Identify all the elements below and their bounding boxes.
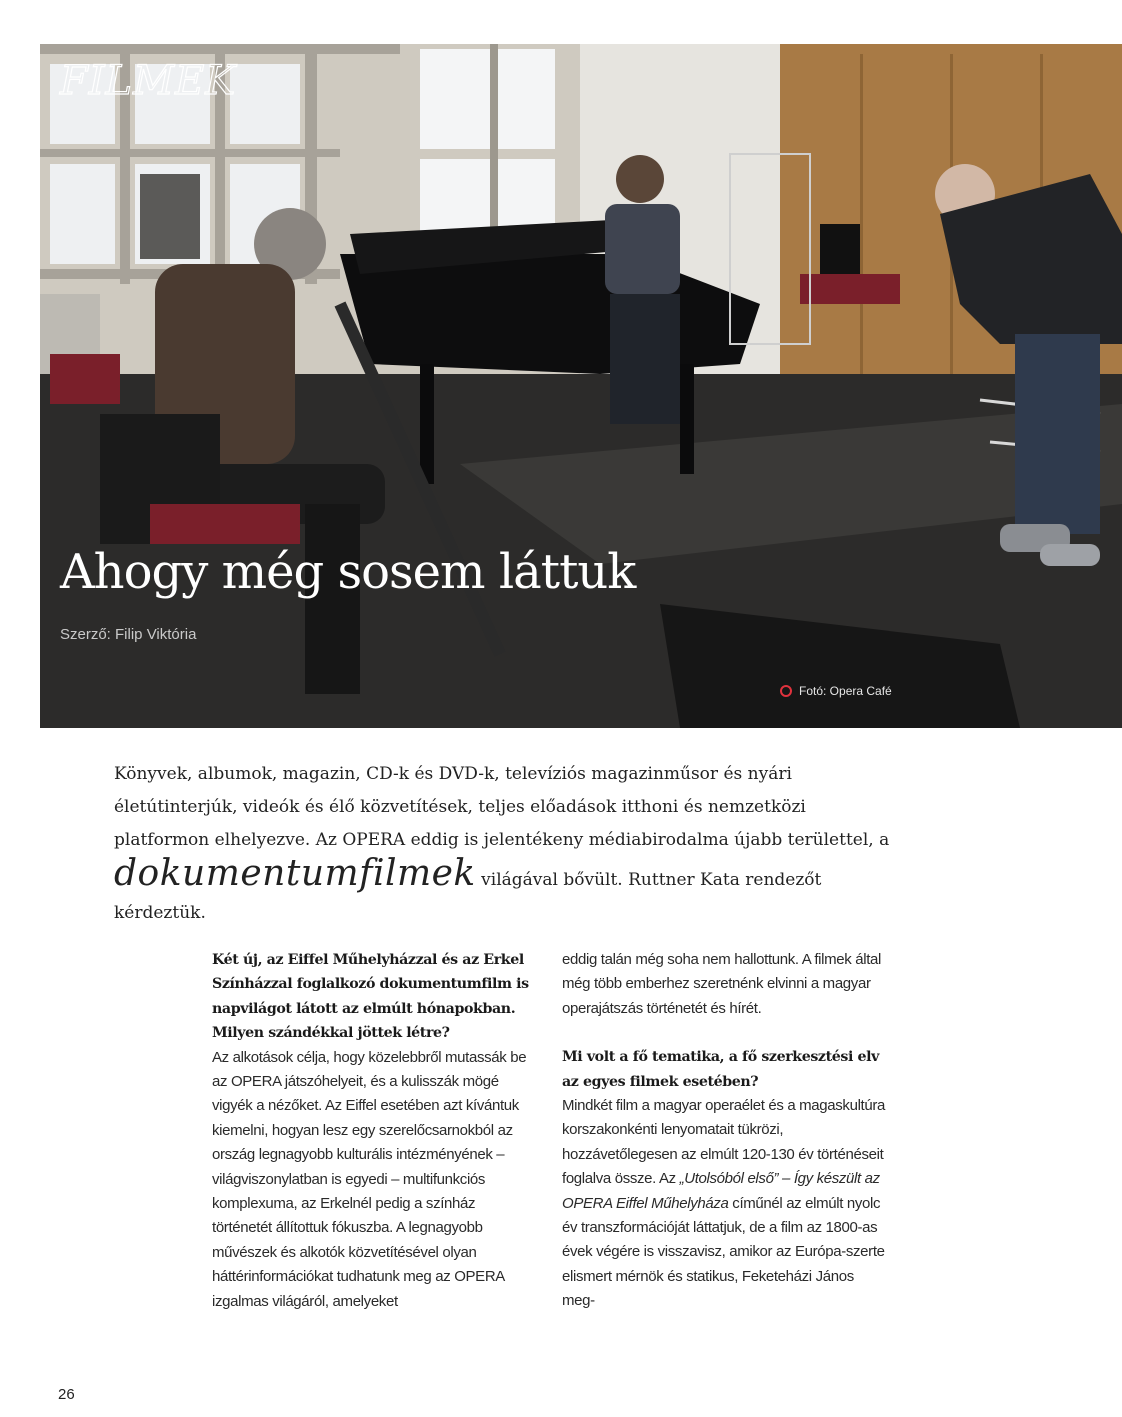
column-right (562, 948, 887, 1314)
lead-paragraph (114, 758, 904, 930)
photo-illustration (40, 44, 1122, 728)
interview-question-2: Mi volt a fő tematika, a fő szerkesztési elv az egyes filmek esetében? (562, 1049, 879, 1090)
answer-2-text-2: címűnél az elmúlt nyolc év transzformációját láttatjuk, de a film az 1800-as évek végére is visszavisz, amikor az Európa-szerte elismert mérnök és statikus, Feketeházi János meg- (562, 1194, 885, 1310)
photo-credit (780, 684, 892, 698)
answer-2-film-title: „Utolsóból első” – Így készült az OPERA Eiffel Műhelyháza (562, 1170, 880, 1212)
lead-highlight: dokumentumfilmek (114, 853, 476, 894)
article-title: Ahogy még sosem láttuk (60, 544, 636, 600)
answer-2-text-1: Mindkét film a magyar operaélet és a magaskultúra korszakonkénti lenyomatait tükrözi, hozzávetőlegesen az elmúlt 120-130 év történéseit foglalva össze. Az (562, 1097, 886, 1188)
interview-answer-1-continued: eddig talán még soha nem hallottunk. A filmek által még több emberhez szeretnénk elvinni a magyar operajátszás történetét és hírét. (562, 951, 882, 1017)
interview-question-1: Két új, az Eiffel Műhelyházzal és az Erkel Színházzal foglalkozó dokumentumfilm is napvilágot látott az elmúlt hónapokban. Milyen szándékkal jöttek létre? (212, 952, 529, 1042)
interview-answer-2 (562, 1094, 887, 1314)
ring-icon (780, 685, 792, 697)
photo-credit-text: Fotó: Opera Café (799, 684, 892, 698)
lead-text-2: világával bővült. Ruttner Kata rendezőt kérdeztük. (114, 870, 822, 923)
section-label: FILMEK (60, 58, 237, 104)
interview-answer-1: Az alkotások célja, hogy közelebbről mutassák be az OPERA játszóhelyeit, és a kulisszák mögé vigyék a nézőket. Az Eiffel esetében azt kívántuk kiemelni, hogyan lesz egy szerelőcsarnokból az ország legnagyobb kulturális intézményének – világviszonylatban is egyedi – multifunkciós komplexuma, az Erkelnél pedig a színház történetét állítottuk fókuszba. A legnagyobb művészek és alkotók közvetítésével olyan háttérinformációkat tudhatunk meg az OPERA izgalmas világáról, amelyeket (212, 1048, 527, 1310)
hero-photo (40, 44, 1122, 728)
column-left (212, 948, 538, 1314)
page-number: 26 (58, 1386, 75, 1403)
lead-text-1: Könyvek, albumok, magazin, CD-k és DVD-k, televíziós magazinműsor és nyári életútinterjúk, videók és élő közvetítések, teljes előadások itthoni és nemzetközi platformon elhelyezve. Az OPERA eddig is jelentékeny médiabirodalma újabb területtel, a (114, 764, 890, 850)
article-author: Szerző: Filip Viktória (60, 626, 197, 643)
